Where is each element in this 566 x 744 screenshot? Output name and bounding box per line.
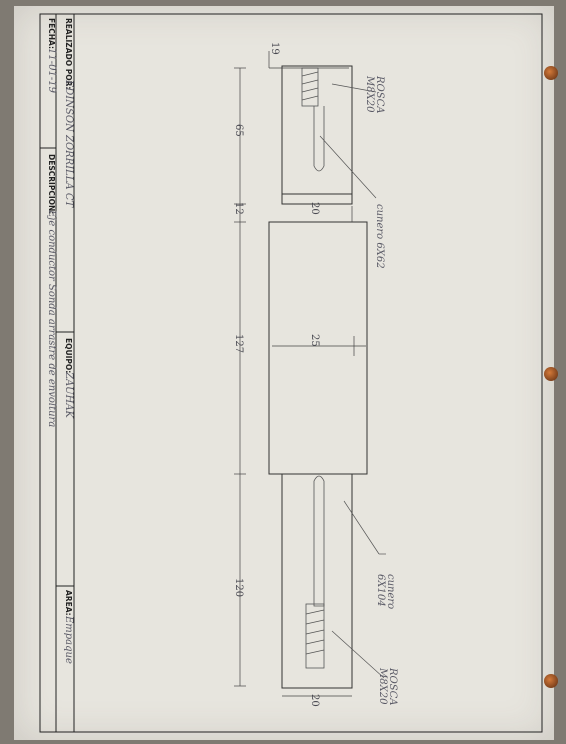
dim-120: 120 [233,578,244,598]
technical-drawing [14,6,554,740]
dimension-lines [234,51,366,696]
rosca-top-line1: ROSCA [374,76,385,114]
dim-20-right: 20 [309,694,320,707]
fecha-label: FECHA: [47,18,56,49]
dim-127: 127 [233,334,244,354]
rosca-top-line2: M8X20 [364,76,375,113]
thread-top [302,68,318,106]
area-value: Empaque [63,616,74,664]
descripcion-value: Eje conductor Sonda arrastre de envoltura [46,210,57,428]
equipo-value: ZAUHAK [63,372,74,419]
dim-19: 19 [269,42,280,55]
cunero-bottom-line2: 6X104 [375,574,386,607]
descripcion-label: DESCRIPCION: [47,154,56,215]
equipo-label: EQUIPO: [64,338,73,374]
fecha-value: 11-01-19 [46,48,57,93]
cunero-top: cunero 6X62 [374,204,385,269]
dim-65: 65 [233,124,244,137]
realizado-value: EDINSON ZORRILLA CT [63,80,74,208]
cunero-bottom-line1: cunero [385,574,396,610]
title-block [40,14,74,732]
rosca-bottom-line1: ROSCA [387,668,398,706]
shaft-outline [269,66,367,688]
keyway-bottom [314,476,324,606]
realizado-label: REALIZADO POR: [64,18,73,90]
dim-12: 12 [233,202,244,215]
drawing-sheet [14,6,554,740]
rosca-bottom-line2: M8X20 [377,668,388,705]
thread-bottom [306,604,324,668]
dim-25: 25 [309,334,320,347]
dim-20-left: 20 [309,202,320,215]
area-label: AREA: [64,590,73,616]
